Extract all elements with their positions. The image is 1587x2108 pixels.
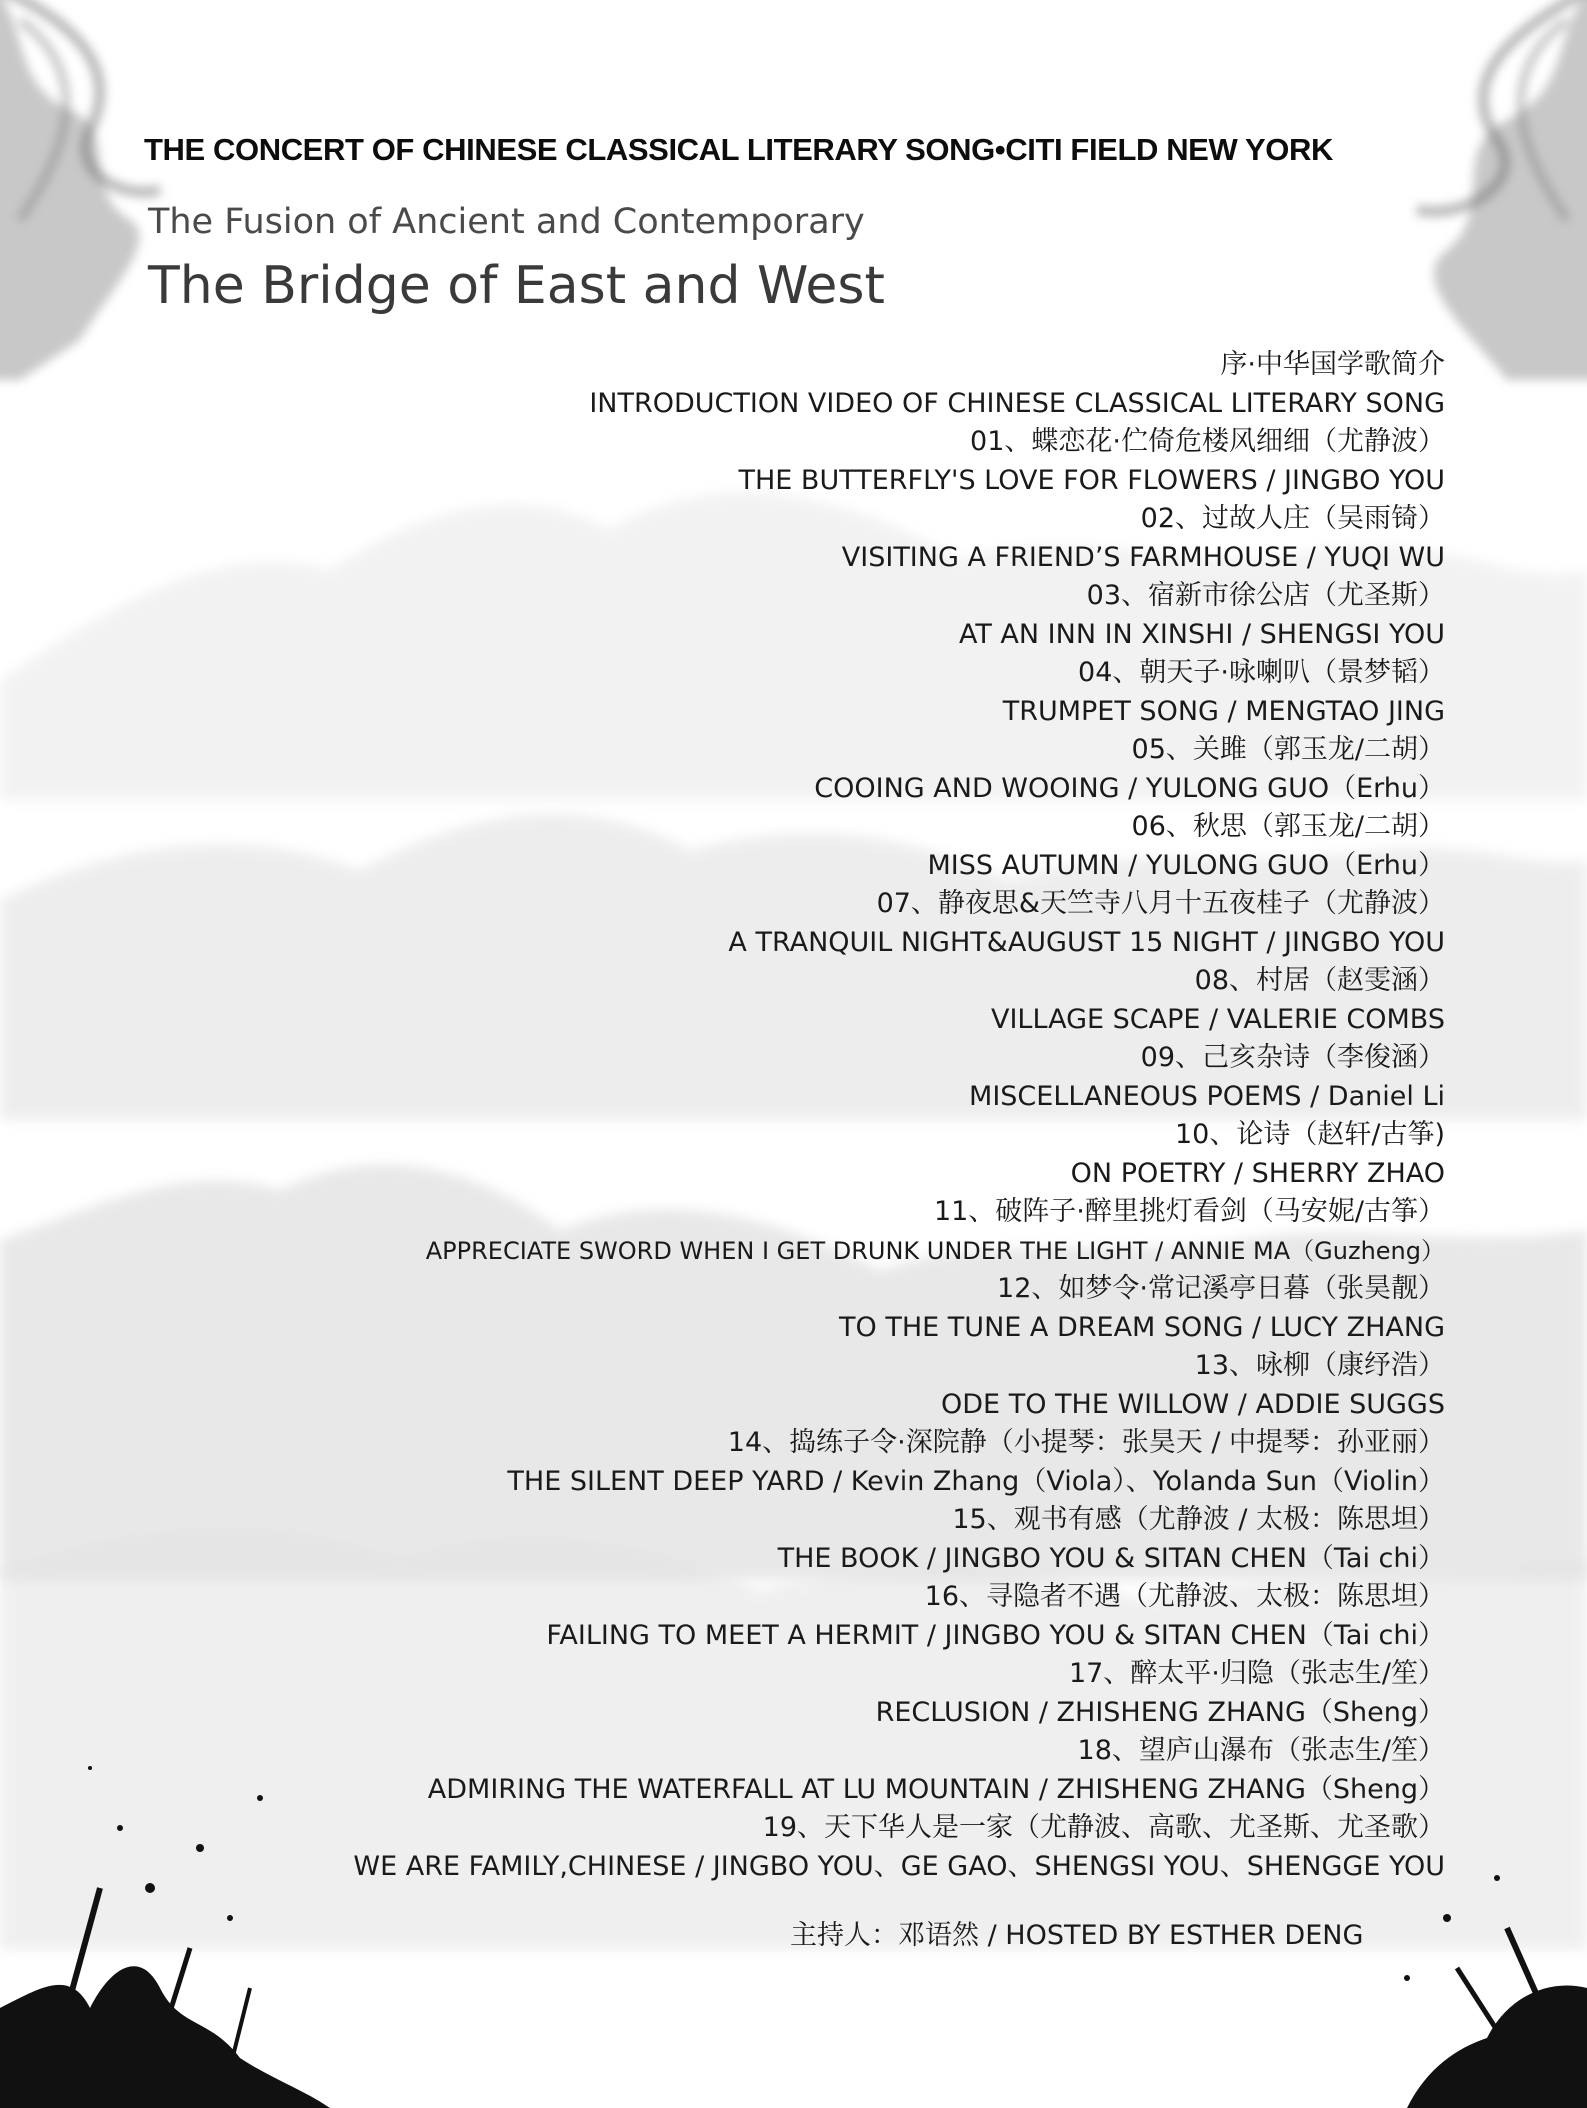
- ink-smoke-left: [0, 0, 320, 380]
- program-line: INTRODUCTION VIDEO OF CHINESE CLASSICAL LITERARY SONG: [589, 387, 1445, 419]
- subtitle: The Fusion of Ancient and Contemporary: [148, 202, 865, 242]
- program-line: COOING AND WOOING / YULONG GUO（Erhu）: [814, 772, 1445, 804]
- program-line: VISITING A FRIEND’S FARMHOUSE / YUQI WU: [841, 541, 1445, 573]
- concert-title: THE CONCERT OF CHINESE CLASSICAL LITERARY SONG•CITI FIELD NEW YORK: [144, 132, 1333, 167]
- program-line: 06、秋思（郭玉龙/二胡）: [1131, 811, 1445, 842]
- program-line: TRUMPET SONG / MENGTAO JING: [1002, 695, 1445, 727]
- program-line: 03、宿新市徐公店（尤圣斯）: [1086, 580, 1445, 611]
- program-line: FAILING TO MEET A HERMIT / JINGBO YOU & SITAN CHEN（Tai chi）: [546, 1619, 1445, 1651]
- program-line: 16、寻隐者不遇（尤静波、太极：陈思坦）: [924, 1581, 1445, 1612]
- program-line: 10、论诗（赵轩/古筝): [1175, 1119, 1445, 1150]
- tagline: The Bridge of East and West: [148, 256, 885, 316]
- program-line: 05、关雎（郭玉龙/二胡）: [1131, 734, 1445, 765]
- program-line: 15、观书有感（尤静波 / 太极：陈思坦）: [952, 1504, 1445, 1535]
- program-line: ON POETRY / SHERRY ZHAO: [1070, 1157, 1445, 1189]
- program-line: 17、醉太平·归隐（张志生/笙）: [1068, 1658, 1445, 1689]
- program-line: THE SILENT DEEP YARD / Kevin Zhang（Viola）、Yolanda Sun（Violin）: [507, 1465, 1445, 1497]
- program-line: THE BUTTERFLY'S LOVE FOR FLOWERS / JINGBO YOU: [738, 464, 1445, 496]
- program-line: MISCELLANEOUS POEMS / Daniel Li: [969, 1080, 1445, 1112]
- program-line: 04、朝天子·咏喇叭（景梦韬）: [1078, 657, 1445, 688]
- program-line: ADMIRING THE WATERFALL AT LU MOUNTAIN / ZHISHENG ZHANG（Sheng）: [427, 1773, 1445, 1805]
- program-line: WE ARE FAMILY,CHINESE / JINGBO YOU、GE GAO、SHENGSI YOU、SHENGGE YOU: [353, 1850, 1445, 1882]
- program-line: 02、过故人庄（吴雨锜）: [1140, 503, 1445, 534]
- program-line: 01、蝶恋花·伫倚危楼风细细（尤静波）: [970, 426, 1445, 457]
- program-line: A TRANQUIL NIGHT&AUGUST 15 NIGHT / JINGBO YOU: [728, 926, 1445, 958]
- program-line: VILLAGE SCAPE / VALERIE COMBS: [990, 1003, 1445, 1035]
- program-line: 19、天下华人是一家（尤静波、高歌、尤圣斯、尤圣歌）: [762, 1812, 1445, 1843]
- program-line: TO THE TUNE A DREAM SONG / LUCY ZHANG: [839, 1311, 1445, 1343]
- program-line: AT AN INN IN XINSHI / SHENGSI YOU: [958, 618, 1445, 650]
- program-list: [145, 346, 1445, 1886]
- program-line: 18、望庐山瀑布（张志生/笙）: [1077, 1735, 1445, 1766]
- program-line: 13、咏柳（康纾浩）: [1194, 1350, 1445, 1381]
- program-line: APPRECIATE SWORD WHEN I GET DRUNK UNDER THE LIGHT / ANNIE MA（Guzheng）: [425, 1236, 1445, 1265]
- program-line: 序·中华国学歌简介: [1220, 349, 1445, 380]
- program-line: 08、村居（赵雯涵）: [1194, 965, 1445, 996]
- program-line: 14、捣练子令·深院静（小提琴：张昊天 / 中提琴：孙亚丽）: [727, 1427, 1445, 1458]
- program-line: THE BOOK / JINGBO YOU & SITAN CHEN（Tai chi）: [777, 1542, 1445, 1574]
- program-line: 07、静夜思&天竺寺八月十五夜桂子（尤静波）: [876, 888, 1445, 919]
- program-line: RECLUSION / ZHISHENG ZHANG（Sheng）: [875, 1696, 1445, 1728]
- ink-smoke-right: [1207, 0, 1587, 380]
- program-line: ODE TO THE WILLOW / ADDIE SUGGS: [941, 1388, 1445, 1420]
- program-line: 11、破阵子·醉里挑灯看剑（马安妮/古筝）: [933, 1196, 1445, 1227]
- program-line: 12、如梦令·常记溪亭日暮（张昊靓）: [997, 1273, 1445, 1304]
- host-credit: 主持人：邓语然 / HOSTED BY ESTHER DENG: [790, 1920, 1364, 1951]
- program-line: MISS AUTUMN / YULONG GUO（Erhu）: [927, 849, 1445, 881]
- program-line: 09、己亥杂诗（李俊涵）: [1140, 1042, 1445, 1073]
